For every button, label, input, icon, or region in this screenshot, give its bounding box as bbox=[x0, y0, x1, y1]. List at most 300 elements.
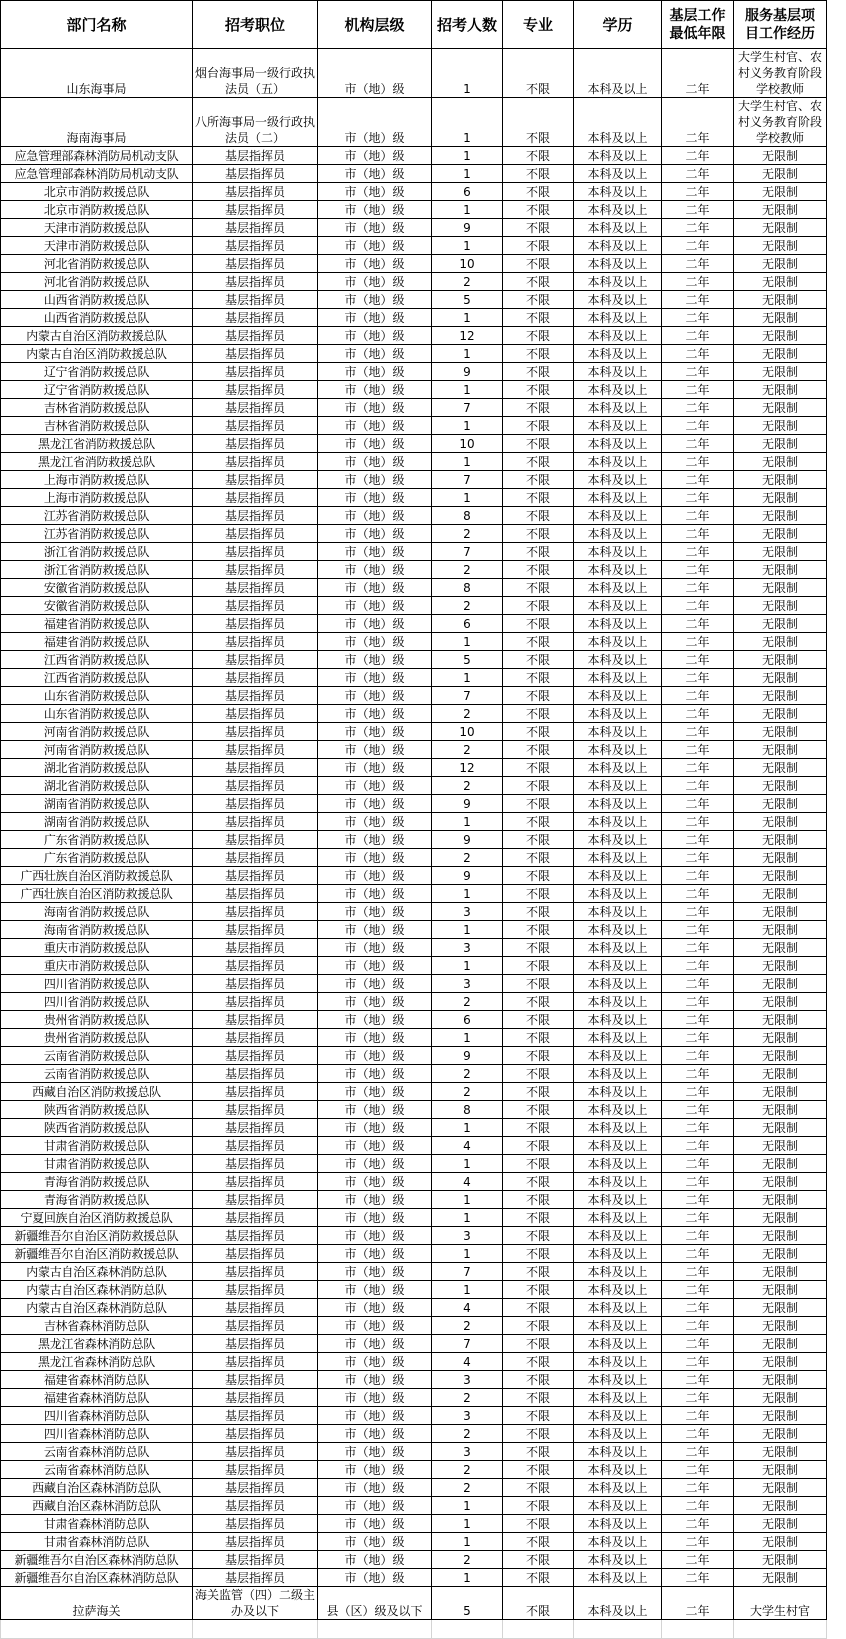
cell-department: 上海市消防救援总队 bbox=[1, 489, 193, 507]
cell-min-years: 二年 bbox=[662, 1587, 734, 1620]
cell-position: 基层指挥员 bbox=[193, 993, 318, 1011]
cell-department: 湖南省消防救援总队 bbox=[1, 795, 193, 813]
cell-count: 1 bbox=[432, 1155, 503, 1173]
cell-department: 甘肃省森林消防总队 bbox=[1, 1515, 193, 1533]
cell-min-years: 二年 bbox=[662, 1191, 734, 1209]
cell-experience: 无限制 bbox=[734, 1425, 827, 1443]
cell-department: 安徽省消防救援总队 bbox=[1, 579, 193, 597]
cell-position: 基层指挥员 bbox=[193, 1533, 318, 1551]
cell-position: 基层指挥员 bbox=[193, 309, 318, 327]
cell-experience: 无限制 bbox=[734, 597, 827, 615]
cell-position: 基层指挥员 bbox=[193, 1083, 318, 1101]
cell-min-years: 二年 bbox=[662, 363, 734, 381]
cell-major: 不限 bbox=[503, 813, 574, 831]
cell-experience: 无限制 bbox=[734, 615, 827, 633]
cell-min-years: 二年 bbox=[662, 1065, 734, 1083]
cell-level: 市（地）级 bbox=[318, 1497, 432, 1515]
cell-department: 四川省森林消防总队 bbox=[1, 1425, 193, 1443]
cell-department: 应急管理部森林消防局机动支队 bbox=[1, 165, 193, 183]
header-education: 学历 bbox=[574, 1, 662, 49]
cell-position: 基层指挥员 bbox=[193, 1065, 318, 1083]
cell-experience: 无限制 bbox=[734, 1461, 827, 1479]
cell-education: 本科及以上 bbox=[574, 291, 662, 309]
cell-experience: 无限制 bbox=[734, 1137, 827, 1155]
cell-count: 9 bbox=[432, 831, 503, 849]
cell-min-years: 二年 bbox=[662, 759, 734, 777]
cell-level: 市（地）级 bbox=[318, 1263, 432, 1281]
cell-major: 不限 bbox=[503, 579, 574, 597]
cell-education: 本科及以上 bbox=[574, 1461, 662, 1479]
table-row bbox=[1, 255, 827, 273]
table-row bbox=[1, 975, 827, 993]
cell-experience: 无限制 bbox=[734, 1317, 827, 1335]
cell-min-years: 二年 bbox=[662, 867, 734, 885]
cell-count: 1 bbox=[432, 201, 503, 219]
cell-min-years: 二年 bbox=[662, 381, 734, 399]
cell-department: 新疆维吾尔自治区森林消防总队 bbox=[1, 1551, 193, 1569]
table-row bbox=[1, 1263, 827, 1281]
cell-department: 应急管理部森林消防局机动支队 bbox=[1, 147, 193, 165]
cell-department: 浙江省消防救援总队 bbox=[1, 561, 193, 579]
cell-department: 河北省消防救援总队 bbox=[1, 273, 193, 291]
cell-experience: 无限制 bbox=[734, 471, 827, 489]
cell-department: 海南海事局 bbox=[1, 98, 193, 147]
cell-count: 1 bbox=[432, 489, 503, 507]
cell-experience: 无限制 bbox=[734, 291, 827, 309]
cell-education: 本科及以上 bbox=[574, 597, 662, 615]
cell-department: 内蒙古自治区森林消防总队 bbox=[1, 1263, 193, 1281]
cell-experience: 无限制 bbox=[734, 309, 827, 327]
cell-level: 市（地）级 bbox=[318, 1389, 432, 1407]
cell-level: 市（地）级 bbox=[318, 1227, 432, 1245]
cell-position: 基层指挥员 bbox=[193, 687, 318, 705]
cell-department: 西藏自治区森林消防总队 bbox=[1, 1497, 193, 1515]
cell-count: 2 bbox=[432, 525, 503, 543]
table-row bbox=[1, 1461, 827, 1479]
cell-position: 基层指挥员 bbox=[193, 651, 318, 669]
table-row bbox=[1, 1245, 827, 1263]
cell-level: 市（地）级 bbox=[318, 741, 432, 759]
cell-experience: 无限制 bbox=[734, 561, 827, 579]
cell-department: 青海省消防救援总队 bbox=[1, 1173, 193, 1191]
cell-level: 市（地）级 bbox=[318, 255, 432, 273]
cell-education: 本科及以上 bbox=[574, 939, 662, 957]
cell-department: 浙江省消防救援总队 bbox=[1, 543, 193, 561]
cell-level: 市（地）级 bbox=[318, 777, 432, 795]
cell-position: 基层指挥员 bbox=[193, 507, 318, 525]
table-row bbox=[1, 1533, 827, 1551]
cell-experience: 无限制 bbox=[734, 579, 827, 597]
table-row bbox=[1, 579, 827, 597]
table-row bbox=[1, 957, 827, 975]
table-row bbox=[1, 309, 827, 327]
cell-education: 本科及以上 bbox=[574, 435, 662, 453]
cell-count: 2 bbox=[432, 993, 503, 1011]
cell-position: 海关监管（四）二级主办及以下 bbox=[193, 1587, 318, 1620]
cell-education: 本科及以上 bbox=[574, 49, 662, 98]
cell-count: 1 bbox=[432, 417, 503, 435]
cell-education: 本科及以上 bbox=[574, 1317, 662, 1335]
table-row bbox=[1, 849, 827, 867]
cell-major: 不限 bbox=[503, 147, 574, 165]
cell-level: 市（地）级 bbox=[318, 1209, 432, 1227]
cell-position: 基层指挥员 bbox=[193, 417, 318, 435]
cell-level: 市（地）级 bbox=[318, 903, 432, 921]
cell-count: 6 bbox=[432, 183, 503, 201]
table-row bbox=[1, 669, 827, 687]
cell-count: 2 bbox=[432, 1425, 503, 1443]
cell-count: 8 bbox=[432, 507, 503, 525]
cell-department: 甘肃省消防救援总队 bbox=[1, 1155, 193, 1173]
cell-level: 市（地）级 bbox=[318, 849, 432, 867]
cell-department: 贵州省消防救援总队 bbox=[1, 1011, 193, 1029]
cell-experience: 无限制 bbox=[734, 813, 827, 831]
cell-level: 市（地）级 bbox=[318, 1515, 432, 1533]
cell-count: 3 bbox=[432, 903, 503, 921]
cell-min-years: 二年 bbox=[662, 165, 734, 183]
cell-major: 不限 bbox=[503, 1047, 574, 1065]
cell-education: 本科及以上 bbox=[574, 777, 662, 795]
cell-position: 基层指挥员 bbox=[193, 1443, 318, 1461]
cell-min-years: 二年 bbox=[662, 345, 734, 363]
cell-experience: 无限制 bbox=[734, 453, 827, 471]
cell-department: 广西壮族自治区消防救援总队 bbox=[1, 885, 193, 903]
cell-education: 本科及以上 bbox=[574, 1569, 662, 1587]
cell-department: 黑龙江省森林消防总队 bbox=[1, 1353, 193, 1371]
cell-department: 吉林省森林消防总队 bbox=[1, 1317, 193, 1335]
cell-experience: 无限制 bbox=[734, 1407, 827, 1425]
cell-count: 3 bbox=[432, 1227, 503, 1245]
cell-education: 本科及以上 bbox=[574, 543, 662, 561]
cell-experience: 无限制 bbox=[734, 1263, 827, 1281]
cell-major: 不限 bbox=[503, 831, 574, 849]
cell-experience: 无限制 bbox=[734, 1155, 827, 1173]
cell-level: 市（地）级 bbox=[318, 759, 432, 777]
cell-min-years: 二年 bbox=[662, 705, 734, 723]
cell-experience: 无限制 bbox=[734, 1551, 827, 1569]
cell-education: 本科及以上 bbox=[574, 1119, 662, 1137]
cell-count: 12 bbox=[432, 759, 503, 777]
table-row bbox=[1, 1137, 827, 1155]
cell-level: 市（地）级 bbox=[318, 1011, 432, 1029]
cell-min-years: 二年 bbox=[662, 1011, 734, 1029]
cell-major: 不限 bbox=[503, 255, 574, 273]
cell-position: 基层指挥员 bbox=[193, 957, 318, 975]
cell-major: 不限 bbox=[503, 1011, 574, 1029]
cell-count: 3 bbox=[432, 1371, 503, 1389]
cell-min-years: 二年 bbox=[662, 1155, 734, 1173]
cell-major: 不限 bbox=[503, 597, 574, 615]
cell-major: 不限 bbox=[503, 237, 574, 255]
cell-experience: 无限制 bbox=[734, 435, 827, 453]
cell-position: 基层指挥员 bbox=[193, 759, 318, 777]
table-row bbox=[1, 327, 827, 345]
cell-major: 不限 bbox=[503, 1245, 574, 1263]
cell-major: 不限 bbox=[503, 705, 574, 723]
cell-experience: 无限制 bbox=[734, 417, 827, 435]
cell-level: 县（区）级及以下 bbox=[318, 1587, 432, 1620]
cell-min-years: 二年 bbox=[662, 849, 734, 867]
cell-min-years: 二年 bbox=[662, 741, 734, 759]
cell-level: 市（地）级 bbox=[318, 1065, 432, 1083]
cell-position: 基层指挥员 bbox=[193, 615, 318, 633]
cell-major: 不限 bbox=[503, 453, 574, 471]
cell-position: 基层指挥员 bbox=[193, 1173, 318, 1191]
cell-experience: 无限制 bbox=[734, 273, 827, 291]
cell-count: 5 bbox=[432, 651, 503, 669]
cell-position: 基层指挥员 bbox=[193, 327, 318, 345]
cell-min-years: 二年 bbox=[662, 687, 734, 705]
cell-major: 不限 bbox=[503, 903, 574, 921]
cell-education: 本科及以上 bbox=[574, 1083, 662, 1101]
cell-count: 12 bbox=[432, 327, 503, 345]
cell-education: 本科及以上 bbox=[574, 507, 662, 525]
cell-experience: 无限制 bbox=[734, 885, 827, 903]
cell-education: 本科及以上 bbox=[574, 471, 662, 489]
table-row bbox=[1, 831, 827, 849]
cell-position: 基层指挥员 bbox=[193, 939, 318, 957]
header-experience bbox=[734, 1, 827, 49]
cell-position: 基层指挥员 bbox=[193, 867, 318, 885]
header-experience-line1: 服务基层项 bbox=[745, 7, 815, 24]
cell-min-years: 二年 bbox=[662, 1497, 734, 1515]
cell-experience: 无限制 bbox=[734, 1569, 827, 1587]
cell-count: 1 bbox=[432, 165, 503, 183]
cell-experience: 大学生村官 bbox=[734, 1587, 827, 1620]
cell-experience: 无限制 bbox=[734, 669, 827, 687]
cell-education: 本科及以上 bbox=[574, 579, 662, 597]
cell-count: 6 bbox=[432, 615, 503, 633]
cell-level: 市（地）级 bbox=[318, 1425, 432, 1443]
cell-position: 八所海事局一级行政执法员（二） bbox=[193, 98, 318, 147]
cell-count: 2 bbox=[432, 561, 503, 579]
table-row bbox=[1, 921, 827, 939]
cell-major: 不限 bbox=[503, 687, 574, 705]
cell-min-years: 二年 bbox=[662, 1479, 734, 1497]
cell-position: 基层指挥员 bbox=[193, 471, 318, 489]
cell-position: 基层指挥员 bbox=[193, 543, 318, 561]
cell-education: 本科及以上 bbox=[574, 237, 662, 255]
cell-department: 江苏省消防救援总队 bbox=[1, 507, 193, 525]
cell-min-years: 二年 bbox=[662, 489, 734, 507]
cell-experience: 无限制 bbox=[734, 1101, 827, 1119]
cell-count: 5 bbox=[432, 291, 503, 309]
cell-count: 4 bbox=[432, 1173, 503, 1191]
cell-experience: 无限制 bbox=[734, 921, 827, 939]
cell-department: 北京市消防救援总队 bbox=[1, 201, 193, 219]
cell-experience: 无限制 bbox=[734, 633, 827, 651]
cell-education: 本科及以上 bbox=[574, 183, 662, 201]
cell-position: 基层指挥员 bbox=[193, 705, 318, 723]
cell-department: 湖北省消防救援总队 bbox=[1, 777, 193, 795]
cell-min-years: 二年 bbox=[662, 1389, 734, 1407]
cell-department: 江苏省消防救援总队 bbox=[1, 525, 193, 543]
cell-count: 1 bbox=[432, 345, 503, 363]
table-row bbox=[1, 1353, 827, 1371]
cell-department: 河南省消防救援总队 bbox=[1, 741, 193, 759]
cell-level: 市（地）级 bbox=[318, 489, 432, 507]
table-row bbox=[1, 399, 827, 417]
cell-min-years: 二年 bbox=[662, 1443, 734, 1461]
table-row bbox=[1, 1083, 827, 1101]
cell-position: 基层指挥员 bbox=[193, 831, 318, 849]
table-row bbox=[1, 885, 827, 903]
cell-major: 不限 bbox=[503, 1335, 574, 1353]
cell-count: 2 bbox=[432, 1479, 503, 1497]
cell-education: 本科及以上 bbox=[574, 345, 662, 363]
cell-major: 不限 bbox=[503, 363, 574, 381]
cell-level: 市（地）级 bbox=[318, 237, 432, 255]
cell-count: 1 bbox=[432, 633, 503, 651]
cell-major: 不限 bbox=[503, 561, 574, 579]
cell-position: 基层指挥员 bbox=[193, 1191, 318, 1209]
cell-level: 市（地）级 bbox=[318, 831, 432, 849]
cell-level: 市（地）级 bbox=[318, 957, 432, 975]
cell-education: 本科及以上 bbox=[574, 1389, 662, 1407]
cell-count: 2 bbox=[432, 597, 503, 615]
cell-major: 不限 bbox=[503, 795, 574, 813]
cell-position: 基层指挥员 bbox=[193, 435, 318, 453]
cell-major: 不限 bbox=[503, 957, 574, 975]
cell-min-years: 二年 bbox=[662, 1047, 734, 1065]
cell-position: 基层指挥员 bbox=[193, 1335, 318, 1353]
cell-experience: 无限制 bbox=[734, 651, 827, 669]
cell-experience: 无限制 bbox=[734, 1389, 827, 1407]
cell-level: 市（地）级 bbox=[318, 1533, 432, 1551]
cell-count: 1 bbox=[432, 921, 503, 939]
cell-education: 本科及以上 bbox=[574, 759, 662, 777]
cell-min-years: 二年 bbox=[662, 597, 734, 615]
cell-education: 本科及以上 bbox=[574, 1335, 662, 1353]
cell-count: 2 bbox=[432, 849, 503, 867]
cell-education: 本科及以上 bbox=[574, 1515, 662, 1533]
header-row bbox=[1, 1, 827, 49]
cell-major: 不限 bbox=[503, 471, 574, 489]
cell-position: 基层指挥员 bbox=[193, 597, 318, 615]
cell-education: 本科及以上 bbox=[574, 867, 662, 885]
table-row bbox=[1, 1191, 827, 1209]
cell-department: 内蒙古自治区森林消防总队 bbox=[1, 1299, 193, 1317]
cell-min-years: 二年 bbox=[662, 1515, 734, 1533]
cell-major: 不限 bbox=[503, 1443, 574, 1461]
cell-count: 9 bbox=[432, 867, 503, 885]
table-row bbox=[1, 777, 827, 795]
cell-min-years: 二年 bbox=[662, 939, 734, 957]
cell-education: 本科及以上 bbox=[574, 1587, 662, 1620]
cell-position: 基层指挥员 bbox=[193, 1497, 318, 1515]
table-row bbox=[1, 1497, 827, 1515]
cell-count: 1 bbox=[432, 453, 503, 471]
cell-min-years: 二年 bbox=[662, 219, 734, 237]
cell-experience: 无限制 bbox=[734, 363, 827, 381]
table-row bbox=[1, 345, 827, 363]
cell-level: 市（地）级 bbox=[318, 651, 432, 669]
cell-level: 市（地）级 bbox=[318, 669, 432, 687]
cell-major: 不限 bbox=[503, 993, 574, 1011]
cell-education: 本科及以上 bbox=[574, 1371, 662, 1389]
cell-min-years: 二年 bbox=[662, 471, 734, 489]
cell-experience: 无限制 bbox=[734, 1227, 827, 1245]
cell-position: 基层指挥员 bbox=[193, 1101, 318, 1119]
cell-level: 市（地）级 bbox=[318, 1047, 432, 1065]
cell-level: 市（地）级 bbox=[318, 453, 432, 471]
cell-major: 不限 bbox=[503, 1371, 574, 1389]
cell-position: 基层指挥员 bbox=[193, 237, 318, 255]
table-row bbox=[1, 1317, 827, 1335]
cell-position: 基层指挥员 bbox=[193, 1245, 318, 1263]
cell-count: 1 bbox=[432, 381, 503, 399]
cell-major: 不限 bbox=[503, 1425, 574, 1443]
cell-education: 本科及以上 bbox=[574, 1011, 662, 1029]
cell-education: 本科及以上 bbox=[574, 1209, 662, 1227]
cell-position: 基层指挥员 bbox=[193, 201, 318, 219]
table-row bbox=[1, 273, 827, 291]
cell-count: 1 bbox=[432, 1119, 503, 1137]
table-row bbox=[1, 795, 827, 813]
cell-education: 本科及以上 bbox=[574, 98, 662, 147]
cell-level: 市（地）级 bbox=[318, 165, 432, 183]
cell-education: 本科及以上 bbox=[574, 957, 662, 975]
cell-count: 1 bbox=[432, 147, 503, 165]
cell-level: 市（地）级 bbox=[318, 363, 432, 381]
cell-major: 不限 bbox=[503, 669, 574, 687]
cell-experience: 无限制 bbox=[734, 1119, 827, 1137]
cell-education: 本科及以上 bbox=[574, 1299, 662, 1317]
cell-major: 不限 bbox=[503, 1155, 574, 1173]
cell-education: 本科及以上 bbox=[574, 1281, 662, 1299]
cell-level: 市（地）级 bbox=[318, 507, 432, 525]
cell-major: 不限 bbox=[503, 381, 574, 399]
cell-position: 基层指挥员 bbox=[193, 1569, 318, 1587]
cell-experience: 无限制 bbox=[734, 1011, 827, 1029]
cell-major: 不限 bbox=[503, 489, 574, 507]
table-row bbox=[1, 453, 827, 471]
table-row bbox=[1, 1209, 827, 1227]
cell-department: 吉林省消防救援总队 bbox=[1, 399, 193, 417]
cell-min-years: 二年 bbox=[662, 795, 734, 813]
cell-education: 本科及以上 bbox=[574, 921, 662, 939]
cell-department: 贵州省消防救援总队 bbox=[1, 1029, 193, 1047]
cell-education: 本科及以上 bbox=[574, 1479, 662, 1497]
header-min-years bbox=[662, 1, 734, 49]
cell-min-years: 二年 bbox=[662, 1245, 734, 1263]
cell-experience: 无限制 bbox=[734, 237, 827, 255]
table-row bbox=[1, 1029, 827, 1047]
cell-position: 基层指挥员 bbox=[193, 1155, 318, 1173]
cell-department: 广东省消防救援总队 bbox=[1, 849, 193, 867]
cell-department: 四川省森林消防总队 bbox=[1, 1407, 193, 1425]
cell-count: 4 bbox=[432, 1353, 503, 1371]
cell-department: 重庆市消防救援总队 bbox=[1, 957, 193, 975]
cell-position: 基层指挥员 bbox=[193, 219, 318, 237]
table-row bbox=[1, 561, 827, 579]
cell-major: 不限 bbox=[503, 1587, 574, 1620]
cell-experience: 无限制 bbox=[734, 975, 827, 993]
table-row bbox=[1, 98, 827, 147]
table-row bbox=[1, 417, 827, 435]
cell-position: 基层指挥员 bbox=[193, 1515, 318, 1533]
cell-major: 不限 bbox=[503, 849, 574, 867]
cell-min-years: 二年 bbox=[662, 1317, 734, 1335]
cell-min-years: 二年 bbox=[662, 813, 734, 831]
cell-department: 云南省森林消防总队 bbox=[1, 1443, 193, 1461]
table-row bbox=[1, 651, 827, 669]
cell-position: 基层指挥员 bbox=[193, 1479, 318, 1497]
cell-experience: 无限制 bbox=[734, 489, 827, 507]
table-row bbox=[1, 1425, 827, 1443]
cell-level: 市（地）级 bbox=[318, 327, 432, 345]
cell-major: 不限 bbox=[503, 273, 574, 291]
